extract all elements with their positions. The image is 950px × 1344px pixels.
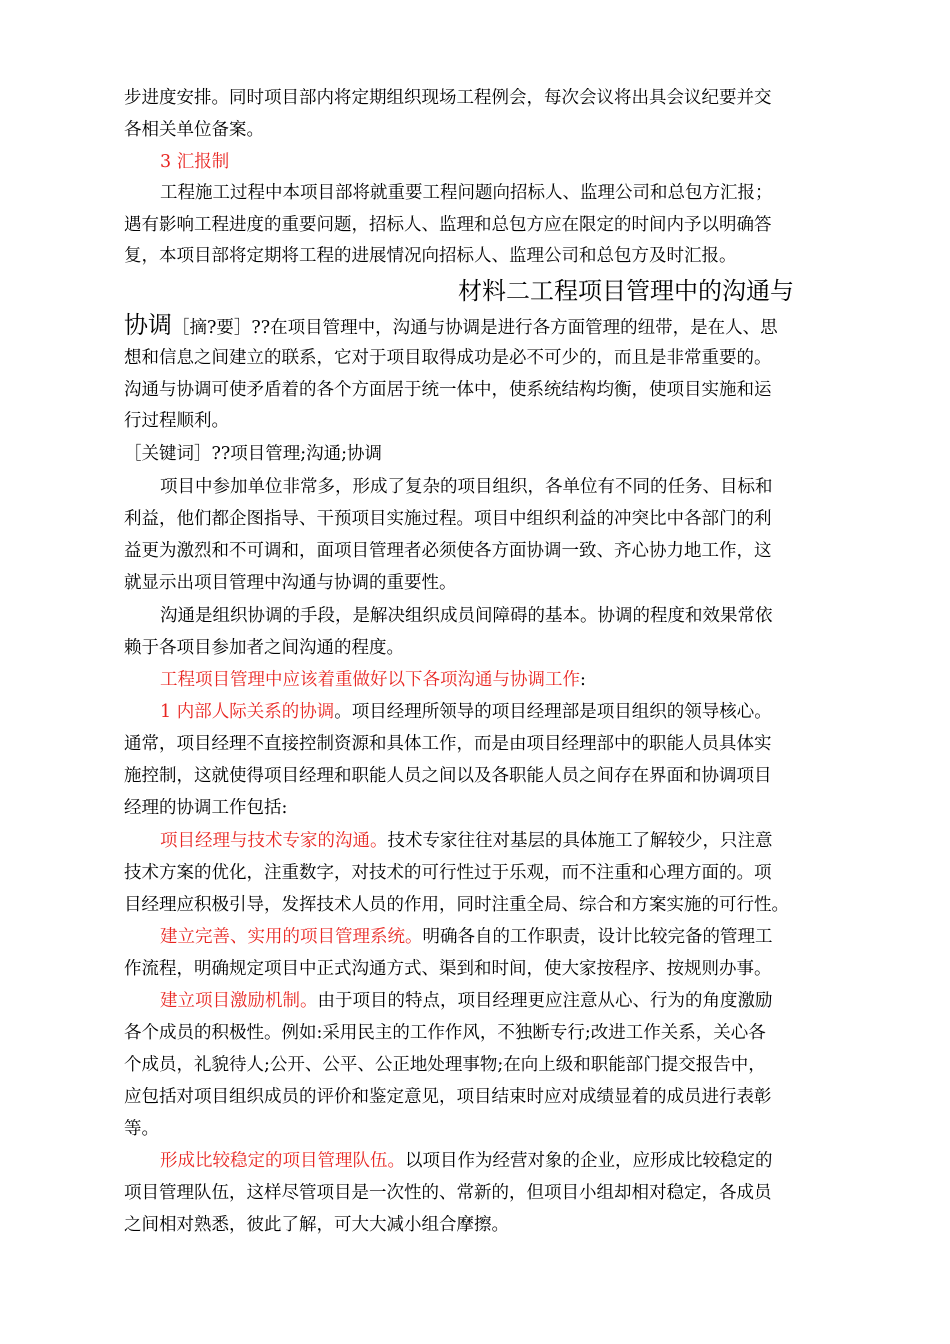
paragraph-line: 等。 <box>124 1119 159 1139</box>
paragraph-line: 赖于各项目参加者之间沟通的程度。 <box>124 638 404 658</box>
highlight-text: 项目经理与技术专家的沟通。 <box>160 831 388 851</box>
highlight-text: 工程项目管理中应该着重做好以下各项沟通与协调工作 <box>160 670 580 690</box>
highlight-line <box>160 829 844 853</box>
paragraph-line: 遇有影响工程进度的重要问题，招标人、监理和总包方应在限定的时间内予以明确答 <box>124 215 772 235</box>
plain-text: 明确各自的工作职责，设计比较完备的管理工 <box>422 927 773 947</box>
paragraph-line: 就显示出项目管理中沟通与协调的重要性。 <box>124 573 457 593</box>
plain-text: 以项目作为经营对象的企业，应形成比较稳定的 <box>405 1151 773 1171</box>
paragraph-line: 复，本项目部将定期将工程的进展情况向招标人、监理公司和总包方及时汇报。 <box>124 246 737 266</box>
paragraph-line: 行过程顺利。 <box>124 411 229 431</box>
paragraph-line: 通常，项目经理不直接控制资源和具体工作，而是由项目经理部中的职能人员具体实 <box>124 734 772 754</box>
section-heading-report: 3 汇报制 <box>160 152 230 172</box>
paragraph-line: 工程施工过程中本项目部将就重要工程问题向招标人、监理公司和总包方汇报； <box>160 183 773 203</box>
plain-text: 由于项目的特点，项目经理更应注意从心、行为的角度激励 <box>317 991 773 1011</box>
highlight-line <box>160 700 844 724</box>
paragraph-line: 经理的协调工作包括: <box>124 798 288 818</box>
highlight-line <box>160 925 844 949</box>
paragraph-line: 沟通是组织协调的手段，是解决组织成员间障碍的基本。协调的程度和效果常依 <box>160 606 773 626</box>
highlight-text: 形成比较稳定的项目管理队伍。 <box>160 1151 405 1171</box>
paragraph-line: 步进度安排。同时项目部内将定期组织现场工程例会，每次会议将出具会议纪要并交 <box>124 88 772 108</box>
highlight-line <box>160 668 844 692</box>
material-title: 材料二工程项目管理中的沟通与 <box>458 277 794 305</box>
highlight-line <box>160 989 844 1013</box>
plain-text: 技术专家往往对基层的具体施工了解较少，只注意 <box>387 831 773 851</box>
highlight-text: 建立完善、实用的项目管理系统。 <box>160 927 423 947</box>
plain-text: : <box>580 670 586 690</box>
paragraph-line: 技术方案的优化，注重数字，对技术的可行性过于乐观，而不注重和心理方面的。项 <box>124 863 772 883</box>
paragraph-line: 益更为激烈和不可调和，面项目管理者必须使各方面协调一致、齐心协力地工作，这 <box>124 541 772 561</box>
highlight-text: 建立项目激励机制。 <box>160 991 318 1011</box>
paragraph-line: 想和信息之间建立的联系，它对于项目取得成功是必不可少的，而且是非常重要的。 <box>124 348 772 368</box>
paragraph-line: 个成员，礼貌待人;公开、公平、公正地处理事物;在向上级和职能部门提交报告中， <box>124 1055 766 1075</box>
paragraph-line: 应包括对项目组织成员的评价和鉴定意见，项目结束时应对成绩显着的成员进行表彰 <box>124 1087 772 1107</box>
paragraph-line: 沟通与协调可使矛盾着的各个方面居于统一体中，使系统结构均衡，使项目实施和运 <box>124 380 772 400</box>
paragraph-line: 作流程，明确规定项目中正式沟通方式、渠到和时间，使大家按程序、按规则办事。 <box>124 959 772 979</box>
abstract-text: ［摘?要］??在项目管理中，沟通与协调是进行各方面管理的纽带，是在人、思 <box>172 318 778 338</box>
paragraph-line: 项目中参加单位非常多，形成了复杂的项目组织，各单位有不同的任务、目标和 <box>160 477 773 497</box>
material-title-end: 协调 <box>124 311 172 339</box>
paragraph-line: 目经理应积极引导，发挥技术人员的作用，同时注重全局、综合和方案实施的可行性。 <box>124 895 789 915</box>
abstract-line <box>124 313 844 340</box>
highlight-line <box>160 1149 844 1173</box>
plain-text: 。项目经理所领导的项目经理部是项目组织的领导核心。 <box>334 702 772 722</box>
paragraph-line: 项目管理队伍，这样尽管项目是一次性的、常新的，但项目小组却相对稳定，各成员 <box>124 1183 772 1203</box>
paragraph-line: 各相关单位备案。 <box>124 120 264 140</box>
paragraph-line: 各个成员的积极性。例如:采用民主的工作作风，不独断专行;改进工作关系，关心各 <box>124 1023 766 1043</box>
keywords-line: ［关键词］??项目管理;沟通;协调 <box>124 444 383 464</box>
paragraph-line: 利益，他们都企图指导、干预项目实施过程。项目中组织利益的冲突比中各部门的利 <box>124 509 772 529</box>
paragraph-line: 施控制，这就使得项目经理和职能人员之间以及各职能人员之间存在界面和协调项目 <box>124 766 772 786</box>
highlight-text: 1 内部人际关系的协调 <box>160 702 335 722</box>
paragraph-line: 之间相对熟悉，彼此了解，可大大减小组合摩擦。 <box>124 1215 509 1235</box>
